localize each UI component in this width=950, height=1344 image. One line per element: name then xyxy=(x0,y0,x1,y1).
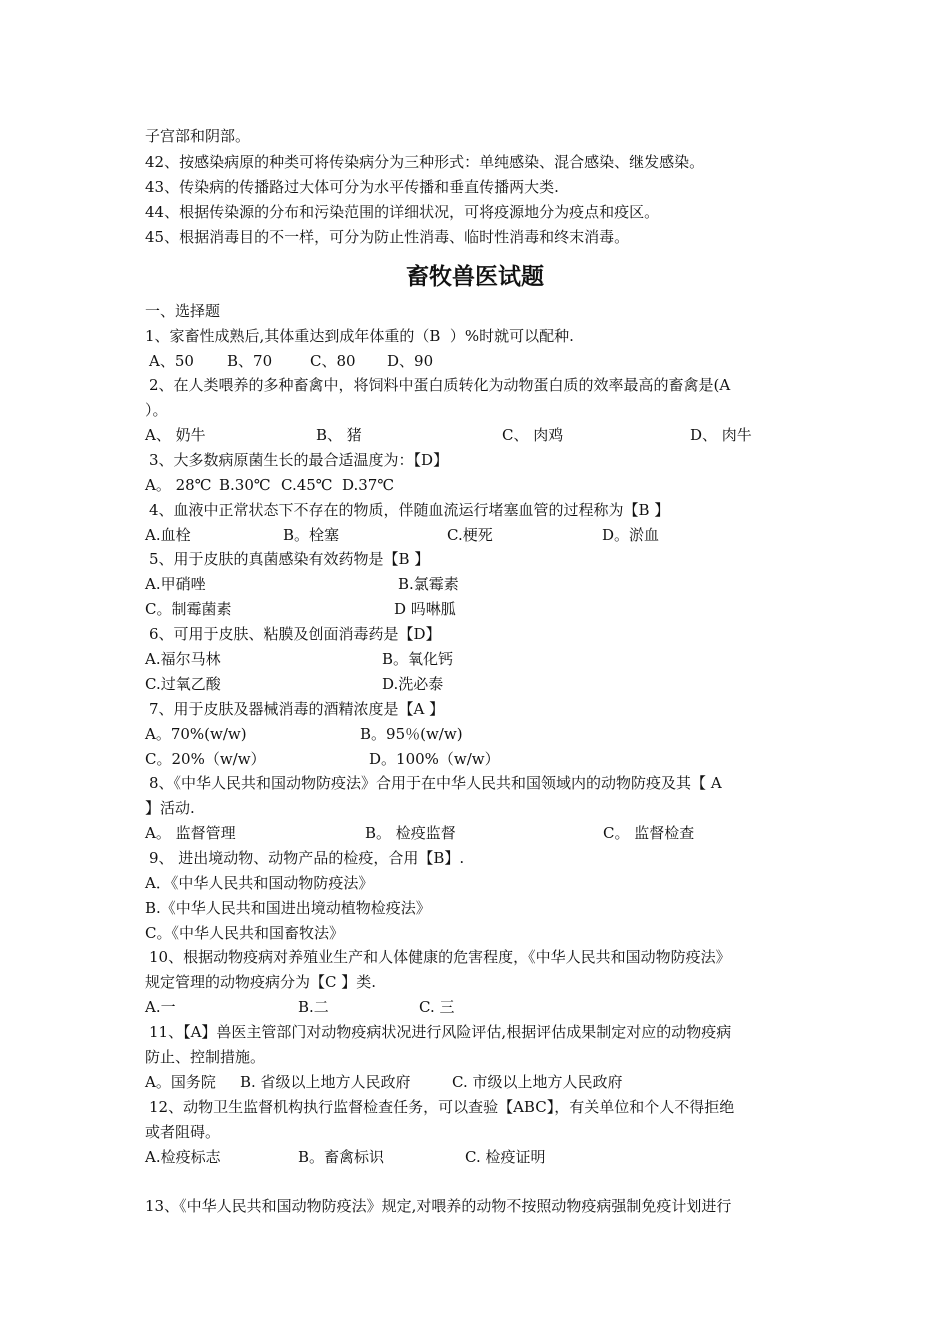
question-stem-cont: 防止、控制措施。 xyxy=(145,1048,266,1066)
intro-line: 42、按感染病原的种类可将传染病分为三种形式：单纯感染、混合感染、继发感染。 xyxy=(145,153,705,171)
option: B。栓塞 xyxy=(283,526,340,544)
option: A.甲硝唑 xyxy=(145,575,206,593)
option: C.过氧乙酸 xyxy=(145,675,221,693)
option: C。20%（w/w） xyxy=(145,750,266,768)
question-stem: 11、【A】兽医主管部门对动物疫病状况进行风险评估,根据评估成果制定对应的动物疫病 xyxy=(149,1023,732,1041)
option: A.福尔马林 xyxy=(145,650,221,668)
option: C. 检疫证明 xyxy=(465,1148,546,1166)
option: A。 28℃ xyxy=(145,476,212,494)
option: A．《中华人民共和国动物防疫法》 xyxy=(145,874,374,892)
question-stem-cont: 】活动. xyxy=(145,799,195,817)
option: A。国务院 xyxy=(145,1073,216,1091)
question-stem: 3、大多数病原菌生长的最合适温度为：【D】 xyxy=(149,451,449,469)
option: A。70%(w/w) xyxy=(145,725,247,743)
option: C.梗死 xyxy=(447,526,493,544)
option: C、80 xyxy=(310,352,356,370)
option: B.30℃ xyxy=(219,476,271,494)
question-stem: 4、血液中正常状态下不存在的物质，伴随血流运行堵塞血管的过程称为【B 】 xyxy=(149,501,670,519)
option: C。制霉菌素 xyxy=(145,600,232,618)
option: B.氯霉素 xyxy=(398,575,459,593)
question-stem: 13、《中华人民共和国动物防疫法》规定,对喂养的动物不按照动物疫病强制免疫计划进行 xyxy=(145,1197,732,1215)
question-stem: 5、用于皮肤的真菌感染有效药物是【B 】 xyxy=(149,550,430,568)
intro-line: 44、根据传染源的分布和污染范围的详细状况，可将疫源地分为疫点和疫区。 xyxy=(145,203,660,221)
option: B.《中华人民共和国进出境动植物检疫法》 xyxy=(145,899,431,917)
option: B。畜禽标识 xyxy=(298,1148,385,1166)
question-stem: 10、根据动物疫病对养殖业生产和人体健康的危害程度，《中华人民共和国动物防疫法》 xyxy=(149,948,731,966)
question-stem: 9、 进出境动物、动物产品的检疫，合用【B】. xyxy=(149,849,465,867)
page-title: 畜牧兽医试题 xyxy=(406,264,544,290)
option: D。100%（w/w） xyxy=(369,750,500,768)
question-stem-cont: ）。 xyxy=(145,401,168,419)
question-stem-cont: 规定管理的动物疫病分为【C 】类. xyxy=(145,973,377,991)
option: B.二 xyxy=(298,998,329,1016)
option: D、 肉牛 xyxy=(690,426,752,444)
option: B. 省级以上地方人民政府 xyxy=(240,1073,411,1091)
intro-line: 43、传染病的传播路过大体可分为水平传播和垂直传播两大类. xyxy=(145,178,559,196)
intro-line: 45、根据消毒目的不一样，可分为防止性消毒、临时性消毒和终末消毒。 xyxy=(145,228,630,246)
option: B、70 xyxy=(227,352,273,370)
option: C、 肉鸡 xyxy=(502,426,564,444)
option: B、 猪 xyxy=(316,426,362,444)
option: A。 监督管理 xyxy=(145,824,236,842)
option: D.37℃ xyxy=(342,476,395,494)
option: D、90 xyxy=(387,352,434,370)
option: A、 奶牛 xyxy=(145,426,206,444)
option: A.检疫标志 xyxy=(145,1148,221,1166)
question-stem-cont: 或者阻碍。 xyxy=(145,1123,221,1141)
question-stem: 7、用于皮肤及器械消毒的酒精浓度是【A 】 xyxy=(149,700,445,718)
option: A.血栓 xyxy=(145,526,191,544)
option: C。 监督检查 xyxy=(603,824,695,842)
option: B。 检疫监督 xyxy=(365,824,456,842)
question-stem: 2、在人类喂养的多种畜禽中，将饲料中蛋白质转化为动物蛋白质的效率最高的畜禽是(A xyxy=(149,376,731,394)
option: C.45℃ xyxy=(281,476,333,494)
option: C. 市级以上地方人民政府 xyxy=(452,1073,623,1091)
option: A.一 xyxy=(145,998,176,1016)
section-heading: 一、选择题 xyxy=(145,302,221,320)
option: D。淤血 xyxy=(602,526,660,544)
option: C。《中华人民共和国畜牧法》 xyxy=(145,924,344,942)
intro-line: 子宫部和阴部。 xyxy=(145,127,251,145)
question-stem: 12、动物卫生监督机构执行监督检查任务，可以查验【ABC】，有关单位和个人不得拒绝 xyxy=(149,1098,735,1116)
option: D.洗必泰 xyxy=(382,675,444,693)
question-stem: 8、《中华人民共和国动物防疫法》合用于在中华人民共和国领域内的动物防疫及其【 A xyxy=(149,774,722,792)
option: C. 三 xyxy=(419,998,455,1016)
question-stem: 1、家畜性成熟后,其体重达到成年体重的（B ）%时就可以配种. xyxy=(145,327,574,345)
option: B。氧化钙 xyxy=(382,650,454,668)
question-stem: 6、可用于皮肤、粘膜及创面消毒药是【D】 xyxy=(149,625,441,643)
option: A、50 xyxy=(149,352,194,370)
option: D 吗啉胍 xyxy=(394,600,456,618)
option: B。95％(w/w) xyxy=(360,725,463,743)
